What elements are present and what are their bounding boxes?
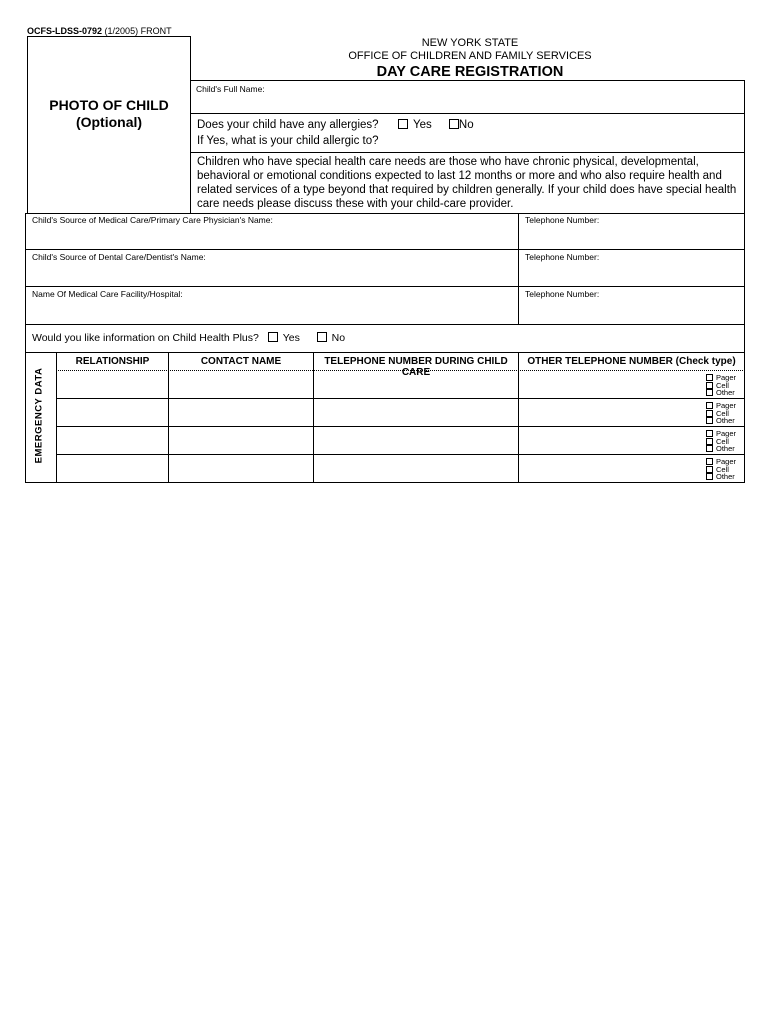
- form-left-border: [25, 213, 26, 483]
- agency-office: OFFICE OF CHILDREN AND FAMILY SERVICES: [348, 50, 592, 62]
- col-header-other-telephone: OTHER TELEPHONE NUMBER (Check type): [527, 356, 736, 367]
- allergies-yes-checkbox[interactable]: [398, 119, 408, 129]
- cell-checkbox[interactable]: [706, 410, 713, 417]
- health-plus-yes-label: Yes: [282, 332, 300, 344]
- pager-label: Pager: [716, 373, 737, 382]
- table-row: [57, 427, 744, 454]
- facility-telephone-label: Telephone Number:: [525, 289, 600, 299]
- health-plus-no-label: No: [331, 332, 346, 344]
- phone-type-options: [706, 430, 750, 453]
- pager-label: Pager: [716, 457, 737, 466]
- col-header-telephone: TELEPHONE NUMBER DURING CHILD CARE: [324, 356, 508, 378]
- form-code: [27, 26, 172, 36]
- other-checkbox[interactable]: [706, 389, 713, 396]
- phone-type-options: [706, 458, 750, 481]
- other-checkbox[interactable]: [706, 473, 713, 480]
- photo-title: PHOTO OF CHILD: [49, 97, 169, 113]
- telephone-field[interactable]: [315, 456, 516, 481]
- health-plus-yes-checkbox[interactable]: [268, 332, 278, 342]
- dentist-telephone-label: Telephone Number:: [525, 252, 600, 262]
- allergic-to-question: If Yes, what is your child allergic to?: [197, 135, 379, 147]
- other-checkbox[interactable]: [706, 417, 713, 424]
- cell-label: Cell: [716, 408, 729, 418]
- facility-bottom: [25, 324, 745, 325]
- form-number: OCFS-LDSS-0792: [27, 26, 103, 36]
- form-version: (1/2005) FRONT: [104, 26, 172, 36]
- other-label: Other: [716, 388, 735, 397]
- physician-bottom: [25, 249, 745, 250]
- cell-checkbox[interactable]: [706, 382, 713, 389]
- relationship-field[interactable]: [58, 400, 166, 425]
- dentist-name-field[interactable]: [30, 264, 514, 284]
- contact-name-field[interactable]: [170, 372, 311, 397]
- other-telephone-field[interactable]: [520, 428, 703, 453]
- child-full-name-label: Child's Full Name:: [196, 84, 265, 94]
- dentist-bottom: [25, 286, 745, 287]
- pager-checkbox[interactable]: [706, 458, 713, 465]
- other-telephone-field[interactable]: [520, 456, 703, 481]
- col-header-relationship: RELATIONSHIP: [75, 356, 150, 367]
- allergies-no-label: No: [458, 119, 474, 131]
- facility-label: Name Of Medical Care Facility/Hospital:: [32, 289, 183, 299]
- col-header-contact-name: CONTACT NAME: [200, 356, 282, 367]
- allergies-row: [197, 119, 474, 131]
- agency-state: NEW YORK STATE: [421, 37, 519, 49]
- contact-name-field[interactable]: [170, 400, 311, 425]
- other-checkbox[interactable]: [706, 445, 713, 452]
- other-telephone-field[interactable]: [520, 372, 703, 397]
- photo-subtitle: (Optional): [75, 114, 143, 130]
- pager-checkbox[interactable]: [706, 402, 713, 409]
- special-needs-text: Children who have special health care needs are those who have chronic physical, developmental, behavioral or emotional conditions expected to last 12 months or more and who also require health and related services of a type beyond that required by children generally. If your child does have special health care needs please discuss these with your child-care provider.: [197, 156, 737, 210]
- cell-checkbox[interactable]: [706, 438, 713, 445]
- name-box-top: [190, 80, 745, 81]
- telephone-field[interactable]: [315, 372, 516, 397]
- relationship-field[interactable]: [58, 372, 166, 397]
- child-full-name-field[interactable]: [196, 95, 736, 111]
- medical-top: [25, 213, 745, 214]
- telephone-field[interactable]: [315, 400, 516, 425]
- table-row: [57, 371, 744, 398]
- allergy-box-bottom: [190, 152, 745, 153]
- cell-label: Cell: [716, 436, 729, 446]
- pager-label: Pager: [716, 429, 737, 438]
- cell-label: Cell: [716, 464, 729, 474]
- other-label: Other: [716, 444, 735, 453]
- physician-telephone-field[interactable]: [522, 227, 740, 247]
- form-bottom: [25, 482, 745, 483]
- cell-label: Cell: [716, 380, 729, 390]
- cell-checkbox[interactable]: [706, 466, 713, 473]
- facility-telephone-field[interactable]: [522, 301, 740, 321]
- telephone-field[interactable]: [315, 428, 516, 453]
- emergency-top: [25, 352, 745, 353]
- dentist-label: Child's Source of Dental Care/Dentist's Name:: [32, 252, 206, 262]
- health-plus-question: Would you like information on Child Health Plus?: [32, 332, 259, 344]
- dentist-telephone-field[interactable]: [522, 264, 740, 284]
- physician-label: Child's Source of Medical Care/Primary Care Physician's Name:: [32, 215, 273, 225]
- table-row: [57, 399, 744, 426]
- other-label: Other: [716, 416, 735, 425]
- physician-name-field[interactable]: [30, 227, 514, 247]
- phone-type-options: [706, 374, 750, 397]
- pager-checkbox[interactable]: [706, 374, 713, 381]
- allergies-yes-label: Yes: [412, 119, 432, 131]
- pager-label: Pager: [716, 401, 737, 410]
- photo-box-top: [27, 36, 191, 37]
- other-label: Other: [716, 472, 735, 481]
- health-plus-no-checkbox[interactable]: [317, 332, 327, 342]
- allergies-no-checkbox[interactable]: [449, 119, 459, 129]
- contact-name-field[interactable]: [170, 428, 311, 453]
- other-telephone-field[interactable]: [520, 400, 703, 425]
- contact-name-field[interactable]: [170, 456, 311, 481]
- right-box-left: [190, 36, 191, 214]
- name-box-right: [744, 80, 745, 214]
- physician-telephone-label: Telephone Number:: [525, 215, 600, 225]
- emergency-side-label: EMERGENCY DATA: [33, 367, 45, 464]
- relationship-field[interactable]: [58, 428, 166, 453]
- phone-type-options: [706, 402, 750, 425]
- facility-name-field[interactable]: [30, 301, 514, 321]
- allergies-question: Does your child have any allergies?: [197, 119, 379, 131]
- health-plus-row: [32, 332, 345, 344]
- page-title: DAY CARE REGISTRATION: [376, 64, 564, 80]
- name-box-bottom: [190, 113, 745, 114]
- relationship-field[interactable]: [58, 456, 166, 481]
- telephone-column-divider: [518, 213, 519, 325]
- table-row: [57, 455, 744, 482]
- pager-checkbox[interactable]: [706, 430, 713, 437]
